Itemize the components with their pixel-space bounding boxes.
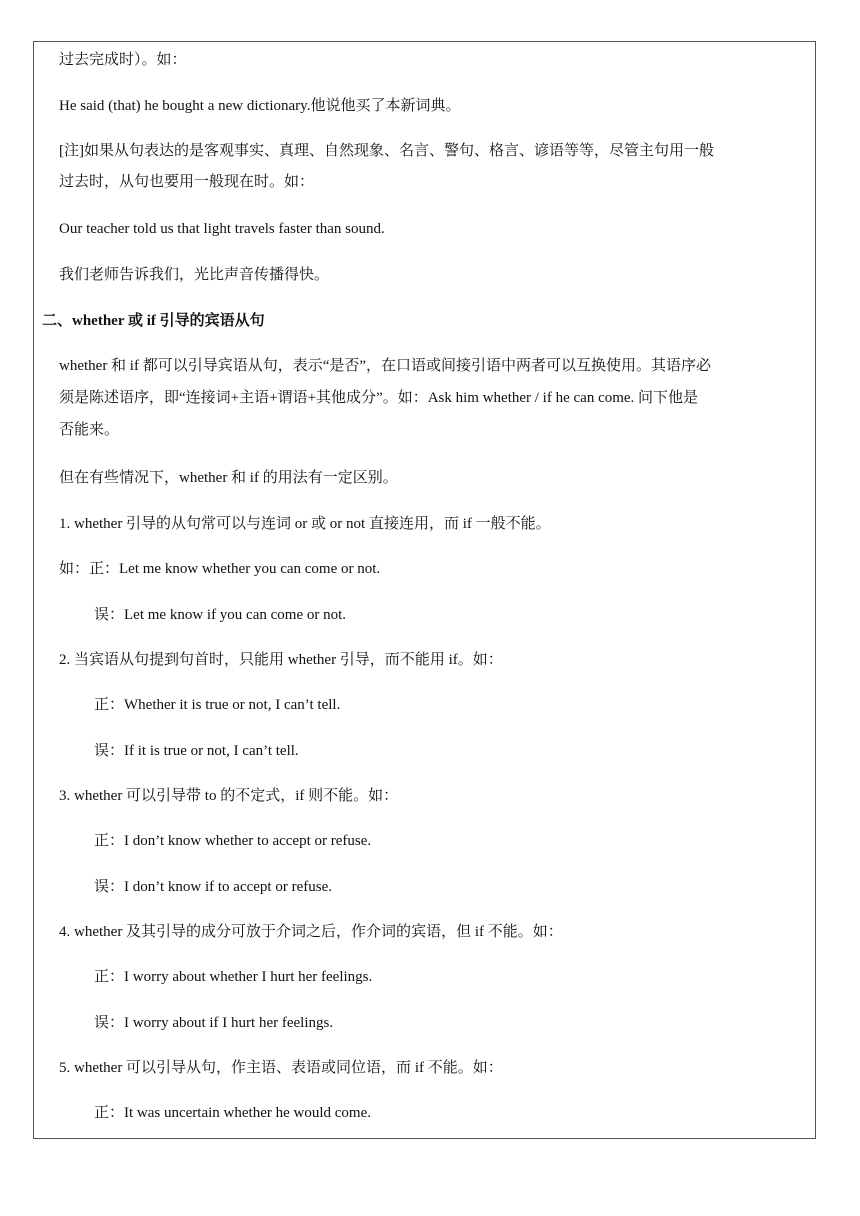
rule-text: 3. whether 可以引导带 to 的不定式，if 则不能。如： (59, 788, 399, 804)
text-line: 过去完成时）。如： (59, 52, 187, 68)
wrong-example: 误：If it is true or not, I can’t tell. (94, 743, 299, 759)
intro-line: 否能来。 (59, 422, 120, 438)
rule-text: 4. whether 及其引导的成分可放于介词之后，作介词的宾语，但 if 不能。如： (59, 924, 563, 940)
intro-line: whether 和 if 都可以引导宾语从句，表示“是否”，在口语或间接引语中两者可以互换使用。其语序必 (59, 358, 712, 374)
rule-text: 5. whether 可以引导从句，作主语、表语或同位语，而 if 不能。如： (59, 1060, 503, 1076)
correct-example: 正：It was uncertain whether he would come. (94, 1105, 371, 1121)
correct-example: 正：I worry about whether I hurt her feelings. (94, 969, 373, 985)
rule-text: 2. 当宾语从句提到句首时，只能用 whether 引导，而不能用 if。如： (59, 652, 503, 668)
wrong-example: 误：I don’t know if to accept or refuse. (94, 879, 332, 895)
intro-line: 须是陈述语序，即“连接词+主语+谓语+其他成分”。如：Ask him whether / if he can come. 问下他是 (59, 390, 699, 406)
wrong-example: 误：Let me know if you can come or not. (94, 607, 347, 623)
text-line: He said (that) he bought a new dictionary.他说他买了本新词典。 (59, 98, 461, 114)
correct-example: 正：I don’t know whether to accept or refuse. (94, 833, 372, 849)
section-heading: 二、whether 或 if 引导的宾语从句 (42, 313, 265, 329)
correct-example: 如：正：Let me know whether you can come or not. (59, 561, 381, 577)
example-translation: 我们老师告诉我们，光比声音传播得快。 (59, 267, 330, 283)
wrong-example: 误：I worry about if I hurt her feelings. (94, 1015, 334, 1031)
correct-example: 正：Whether it is true or not, I can’t tell. (94, 697, 341, 713)
example-sentence: Our teacher told us that light travels faster than sound. (59, 221, 385, 237)
rule-text: 1. whether 引导的从句常可以与连词 or 或 or not 直接连用，而 if 一般不能。 (59, 516, 551, 532)
note-line: 过去时，从句也要用一般现在时。如： (59, 174, 315, 190)
note-line: [注]如果从句表达的是客观事实、真理、自然现象、名言、警句、格言、谚语等等，尽管主句用一般 (59, 143, 714, 159)
intro-line: 但在有些情况下，whether 和 if 的用法有一定区别。 (59, 470, 398, 486)
